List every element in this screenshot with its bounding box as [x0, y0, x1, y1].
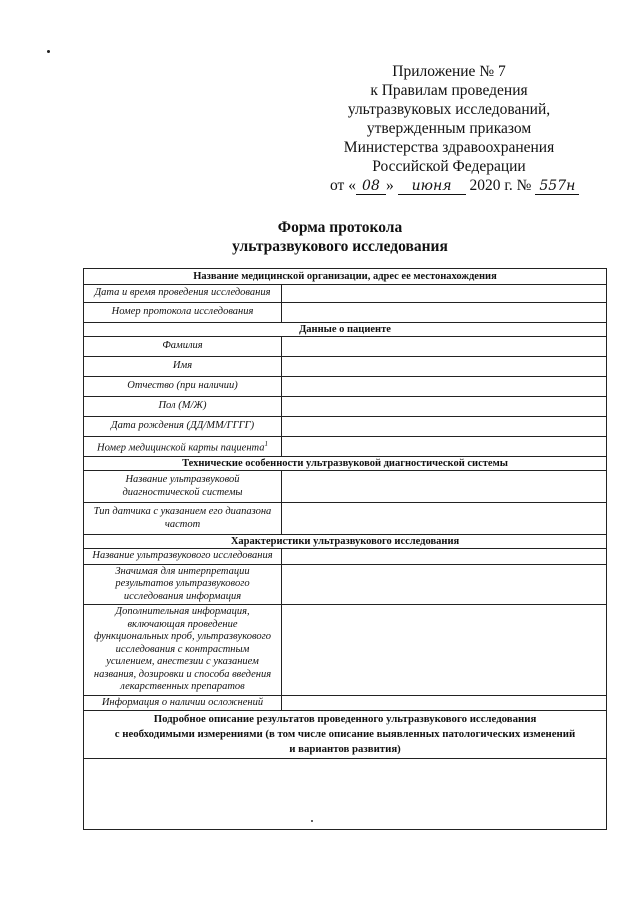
appendix-line: Министерства здравоохранения — [343, 139, 555, 156]
probe-type-label — [84, 503, 282, 535]
appendix-line: Российской Федерации — [372, 158, 526, 175]
protocol-table — [83, 268, 607, 830]
label-line: диагностической системы — [122, 486, 243, 498]
protocol-number-field — [282, 303, 607, 323]
header-line: Подробное описание результатов проведенного ультразвукового исследования — [153, 713, 537, 725]
date-year: 2020 г. № — [469, 177, 532, 194]
exam-datetime-field — [282, 285, 607, 303]
label-line: исследования с контрастным — [115, 643, 250, 655]
label-line: Тип датчика с указанием его диапазона — [93, 506, 272, 517]
additional-info-field — [282, 605, 607, 696]
sex-label: Пол (М/Ж) — [84, 397, 282, 417]
patronymic-label: Отчество (при наличии) — [84, 377, 282, 397]
handwritten-order-number: 557н — [535, 179, 579, 195]
label-line: включающая проведение — [127, 618, 238, 630]
surname-field — [282, 337, 607, 357]
order-date-line — [330, 176, 576, 195]
handwritten-month: июня — [398, 179, 466, 195]
org-header: Название медицинской организации, адрес ее местонахождения — [84, 269, 607, 285]
exam-header: Характеристики ультразвукового исследования — [84, 535, 607, 549]
tech-header: Технические особенности ультразвуковой диагностической системы — [84, 457, 607, 471]
exam-datetime-label: Дата и время проведения исследования — [84, 285, 282, 303]
label-line: Значимая для интерпретации — [115, 565, 250, 577]
header-line: с необходимыми измерениями (в том числе описание выявленных патологических изменений — [114, 728, 576, 740]
label-line: названия, дозировки и способа введения — [93, 668, 272, 680]
medcard-number-field — [282, 437, 607, 457]
complications-label: Информация о наличии осложнений — [84, 695, 282, 711]
medcard-number-text: Номер медицинской карты пациента — [97, 442, 265, 454]
label-line: лекарственных препаратов — [120, 681, 245, 692]
date-prefix: от « — [330, 177, 356, 194]
system-name-label — [84, 471, 282, 503]
name-field — [282, 357, 607, 377]
form-title-line: Форма протокола — [277, 219, 403, 236]
complications-field — [282, 695, 607, 711]
birth-date-field — [282, 417, 607, 437]
label-line: Дополнительная информация, — [115, 606, 250, 617]
patronymic-field — [282, 377, 607, 397]
label-line: функциональных проб, ультразвукового — [94, 631, 271, 642]
sex-field — [282, 397, 607, 417]
surname-label: Фамилия — [84, 337, 282, 357]
label-line: результатов ультразвукового — [115, 578, 250, 589]
system-name-field — [282, 471, 607, 503]
handwritten-day: 08 — [356, 179, 386, 195]
appendix-line: к Правилам проведения — [370, 82, 528, 99]
name-label: Имя — [84, 357, 282, 377]
results-description-field — [84, 759, 607, 830]
interpretation-info-field — [282, 564, 607, 605]
scan-speck — [47, 50, 50, 53]
label-line: исследования информация — [123, 590, 242, 602]
label-line: усилением, анестезии с указанием — [106, 656, 259, 667]
footnote-mark: 1 — [264, 440, 268, 448]
exam-name-label: Название ультразвукового исследования — [84, 549, 282, 565]
form-title-line: ультразвукового исследования — [232, 238, 448, 255]
appendix-line: утвержденным приказом — [366, 120, 532, 137]
label-line: частот — [164, 518, 201, 530]
additional-info-label — [84, 605, 282, 696]
scan-speck — [311, 820, 313, 822]
interpretation-info-label — [84, 564, 282, 605]
appendix-line: ультразвуковых исследований, — [347, 101, 551, 118]
probe-type-field — [282, 503, 607, 535]
protocol-number-label: Номер протокола исследования — [84, 303, 282, 323]
results-description-header — [84, 711, 607, 759]
appendix-number: Приложение № 7 — [392, 63, 506, 80]
appendix-header — [330, 62, 576, 195]
label-line: Название ультразвуковой — [125, 474, 240, 485]
header-line: и вариантов развития) — [289, 743, 401, 755]
exam-name-field — [282, 549, 607, 565]
medcard-number-label — [84, 437, 282, 457]
form-title — [0, 218, 640, 256]
date-quote: » — [385, 177, 394, 194]
birth-date-label: Дата рождения (ДД/ММ/ГГГГ) — [84, 417, 282, 437]
patient-header: Данные о пациенте — [84, 323, 607, 337]
